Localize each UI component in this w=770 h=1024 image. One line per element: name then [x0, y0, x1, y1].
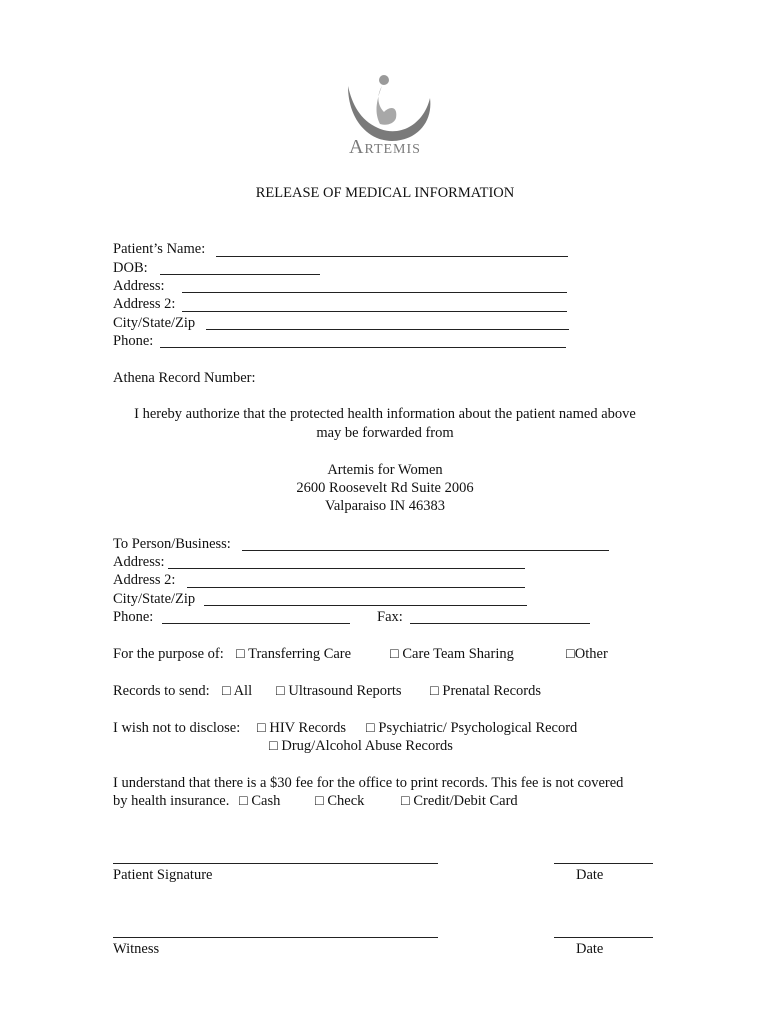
records-label: Records to send: — [113, 683, 210, 699]
provider-street: 2600 Roosevelt Rd Suite 2006 — [296, 480, 474, 496]
fee-text-line2: by health insurance. — [113, 793, 230, 809]
city-state-zip-label: City/State/Zip — [113, 315, 196, 331]
phone-label: Phone: — [113, 333, 154, 349]
recipient-address-label: Address: — [113, 554, 165, 570]
patient-date-label: Date — [576, 867, 604, 883]
fee-card-checkbox[interactable]: □ Credit/Debit Card — [401, 793, 518, 809]
address-field[interactable] — [182, 292, 567, 293]
purpose-other-checkbox[interactable]: □Other — [566, 646, 608, 662]
records-ultrasound-checkbox[interactable]: □ Ultrasound Reports — [276, 683, 402, 699]
form-title: RELEASE OF MEDICAL INFORMATION — [255, 185, 515, 201]
recipient-fax-label: Fax: — [377, 609, 403, 625]
address2-field[interactable] — [182, 311, 567, 312]
patient-date-field[interactable] — [554, 863, 653, 864]
fee-cash-checkbox[interactable]: □ Cash — [239, 793, 281, 809]
recipient-city-label: City/State/Zip — [113, 591, 196, 607]
provider-city: Valparaiso IN 46383 — [324, 498, 445, 514]
disclose-drug-checkbox[interactable]: □ Drug/Alcohol Abuse Records — [269, 738, 453, 754]
records-all-checkbox[interactable]: □ All — [222, 683, 253, 699]
recipient-address2-field[interactable] — [187, 587, 525, 588]
authorize-text-line1: I hereby authorize that the protected health information about the patient named above — [134, 406, 636, 422]
disclose-hiv-checkbox[interactable]: □ HIV Records — [257, 720, 347, 736]
dob-label: DOB: — [113, 260, 148, 276]
recipient-person-field[interactable] — [242, 550, 609, 551]
purpose-transferring-checkbox[interactable]: □ Transferring Care — [236, 646, 352, 662]
witness-label: Witness — [113, 941, 160, 957]
witness-date-field[interactable] — [554, 937, 653, 938]
recipient-address-field[interactable] — [168, 568, 525, 569]
purpose-label: For the purpose of: — [113, 646, 224, 662]
recipient-phone-label: Phone: — [113, 609, 154, 625]
authorize-text-line2: may be forwarded from — [316, 425, 454, 441]
patient-name-field[interactable] — [216, 256, 568, 257]
city-state-zip-field[interactable] — [206, 329, 569, 330]
purpose-care-team-checkbox[interactable]: □ Care Team Sharing — [390, 646, 514, 662]
patient-name-label: Patient’s Name: — [113, 241, 206, 257]
phone-field[interactable] — [160, 347, 566, 348]
witness-signature-field[interactable] — [113, 937, 438, 938]
brand-wordmark: Artemis — [349, 136, 421, 158]
patient-signature-label: Patient Signature — [113, 867, 213, 883]
disclose-psych-checkbox[interactable]: □ Psychiatric/ Psychological Record — [366, 720, 578, 736]
patient-signature-field[interactable] — [113, 863, 438, 864]
records-prenatal-checkbox[interactable]: □ Prenatal Records — [430, 683, 542, 699]
recipient-phone-field[interactable] — [162, 623, 350, 624]
witness-date-label: Date — [576, 941, 604, 957]
disclose-label: I wish not to disclose: — [113, 720, 241, 736]
provider-name: Artemis for Women — [327, 462, 443, 478]
dob-field[interactable] — [160, 274, 320, 275]
recipient-person-label: To Person/Business: — [113, 536, 231, 552]
address2-label: Address 2: — [113, 296, 176, 312]
fee-check-checkbox[interactable]: □ Check — [315, 793, 365, 809]
recipient-fax-field[interactable] — [410, 623, 590, 624]
record-number-label: Athena Record Number: — [113, 370, 256, 386]
fee-text-line1: I understand that there is a $30 fee for the office to print records. This fee is not covered — [113, 775, 624, 791]
recipient-city-field[interactable] — [204, 605, 527, 606]
recipient-address2-label: Address 2: — [113, 572, 176, 588]
address-label: Address: — [113, 278, 165, 294]
